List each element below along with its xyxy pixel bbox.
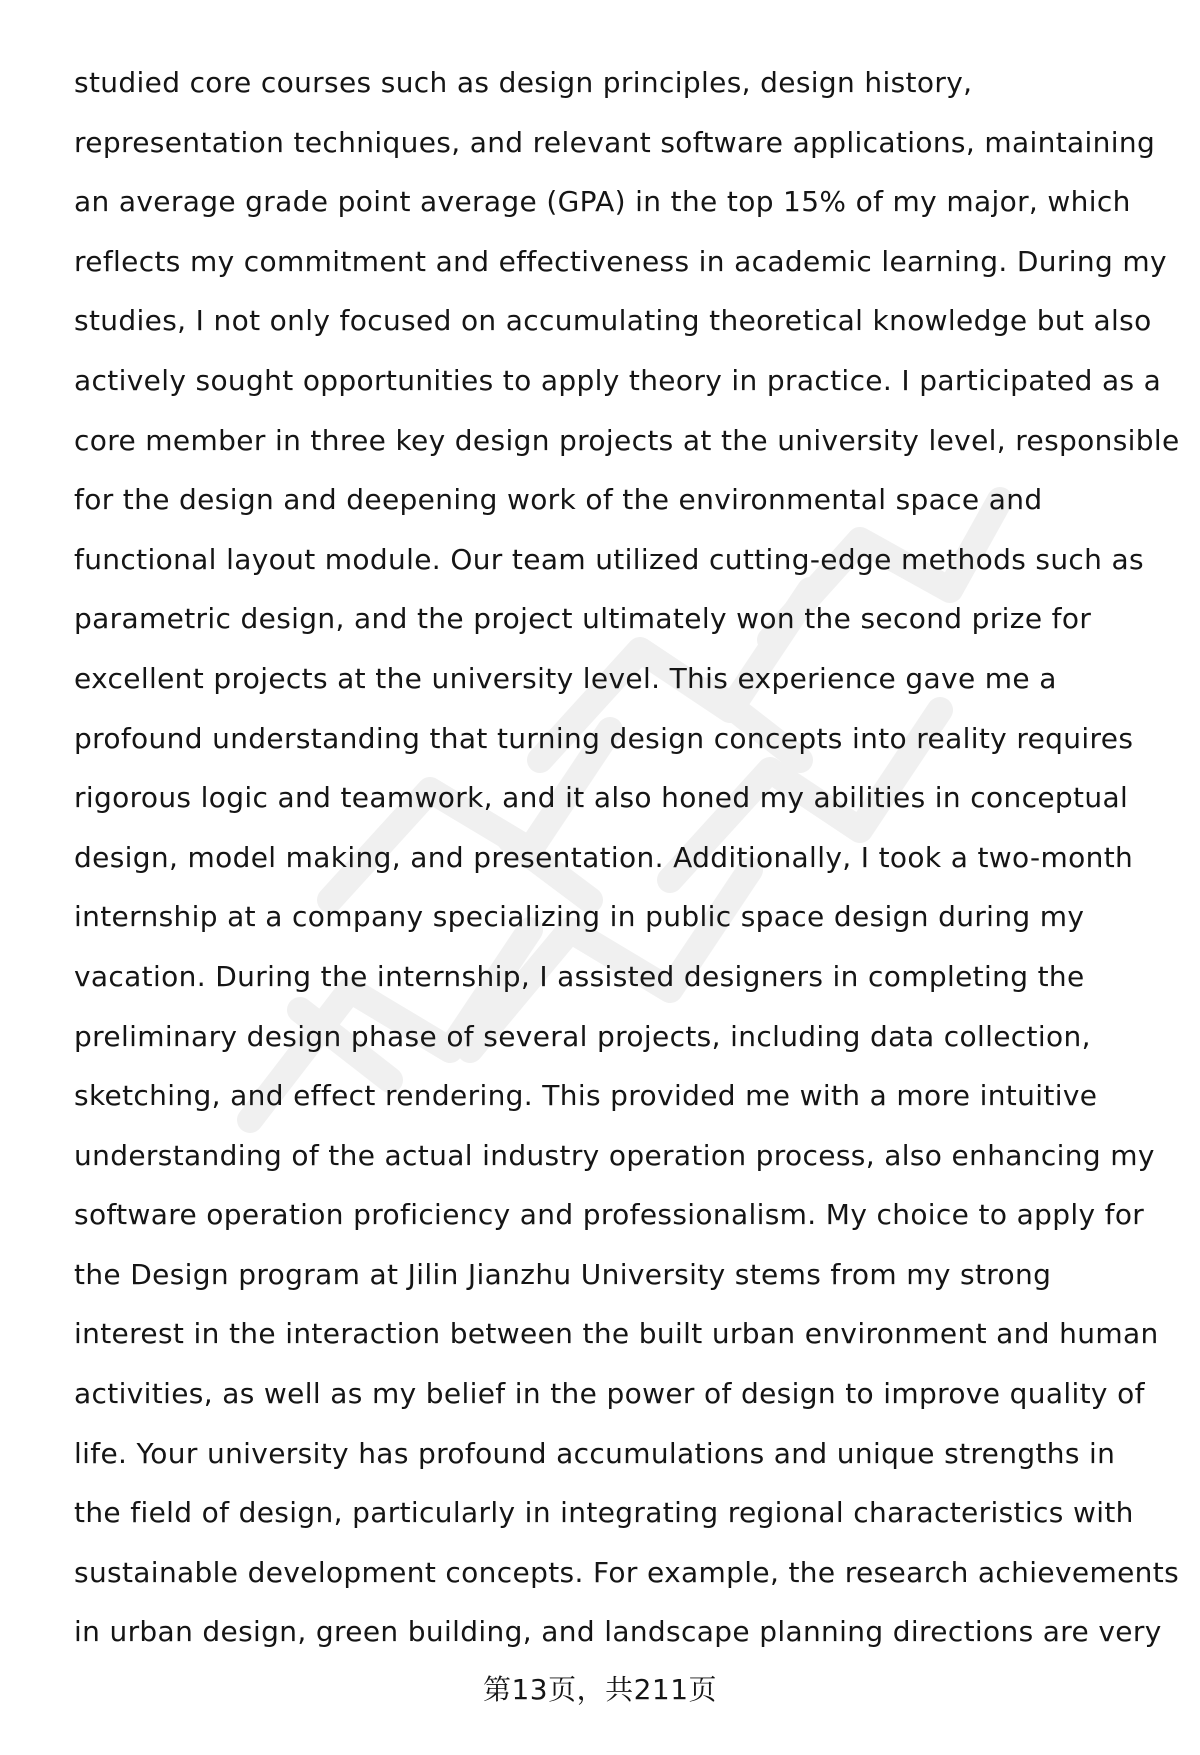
text-line: the Design program at Jilin Jianzhu University stems from my strong — [74, 1257, 1052, 1291]
text-line: preliminary design phase of several projects, including data collection, — [74, 1019, 1091, 1053]
text-line: software operation proficiency and professionalism. My choice to apply for — [74, 1198, 1145, 1232]
text-line: the field of design, particularly in integrating regional characteristics with — [74, 1496, 1134, 1530]
text-line: profound understanding that turning design concepts into reality requires — [74, 721, 1134, 755]
text-line: internship at a company specializing in public space design during my — [74, 900, 1085, 934]
text-line: design, model making, and presentation. Additionally, I took a two-month — [74, 840, 1134, 874]
text-line: understanding of the actual industry operation process, also enhancing my — [74, 1138, 1155, 1172]
text-line: reflects my commitment and effectiveness in academic learning. During my — [74, 244, 1167, 278]
text-line: actively sought opportunities to apply theory in practice. I participated as a — [74, 363, 1162, 397]
text-line: representation techniques, and relevant software applications, maintaining — [74, 125, 1156, 159]
text-line: interest in the interaction between the built urban environment and human — [74, 1317, 1159, 1351]
text-line: sketching, and effect rendering. This provided me with a more intuitive — [74, 1079, 1098, 1113]
text-line: vacation. During the internship, I assisted designers in completing the — [74, 959, 1085, 993]
text-line: for the design and deepening work of the environmental space and — [74, 483, 1043, 517]
text-line: an average grade point average (GPA) in the top 15% of my major, which — [74, 185, 1131, 219]
text-line: life. Your university has profound accumulations and unique strengths in — [74, 1436, 1116, 1470]
text-line: excellent projects at the university level. This experience gave me a — [74, 661, 1057, 695]
page-number: 第13页，共211页 — [482, 1673, 718, 1706]
text-line: core member in three key design projects at the university level, responsible — [74, 423, 1180, 457]
text-line: sustainable development concepts. For example, the research achievements — [74, 1555, 1180, 1589]
text-line: studied core courses such as design principles, design history, — [74, 66, 973, 99]
text-line: parametric design, and the project ultimately won the second prize for — [74, 602, 1092, 636]
text-line: activities, as well as my belief in the power of design to improve quality of — [74, 1377, 1145, 1411]
text-line: in urban design, green building, and landscape planning directions are very — [74, 1615, 1162, 1649]
text-line: studies, I not only focused on accumulating theoretical knowledge but also — [74, 304, 1152, 338]
body-text — [74, 53, 1180, 1662]
text-line: rigorous logic and teamwork, and it also honed my abilities in conceptual — [74, 781, 1129, 815]
text-line: functional layout module. Our team utilized cutting-edge methods such as — [74, 542, 1144, 576]
